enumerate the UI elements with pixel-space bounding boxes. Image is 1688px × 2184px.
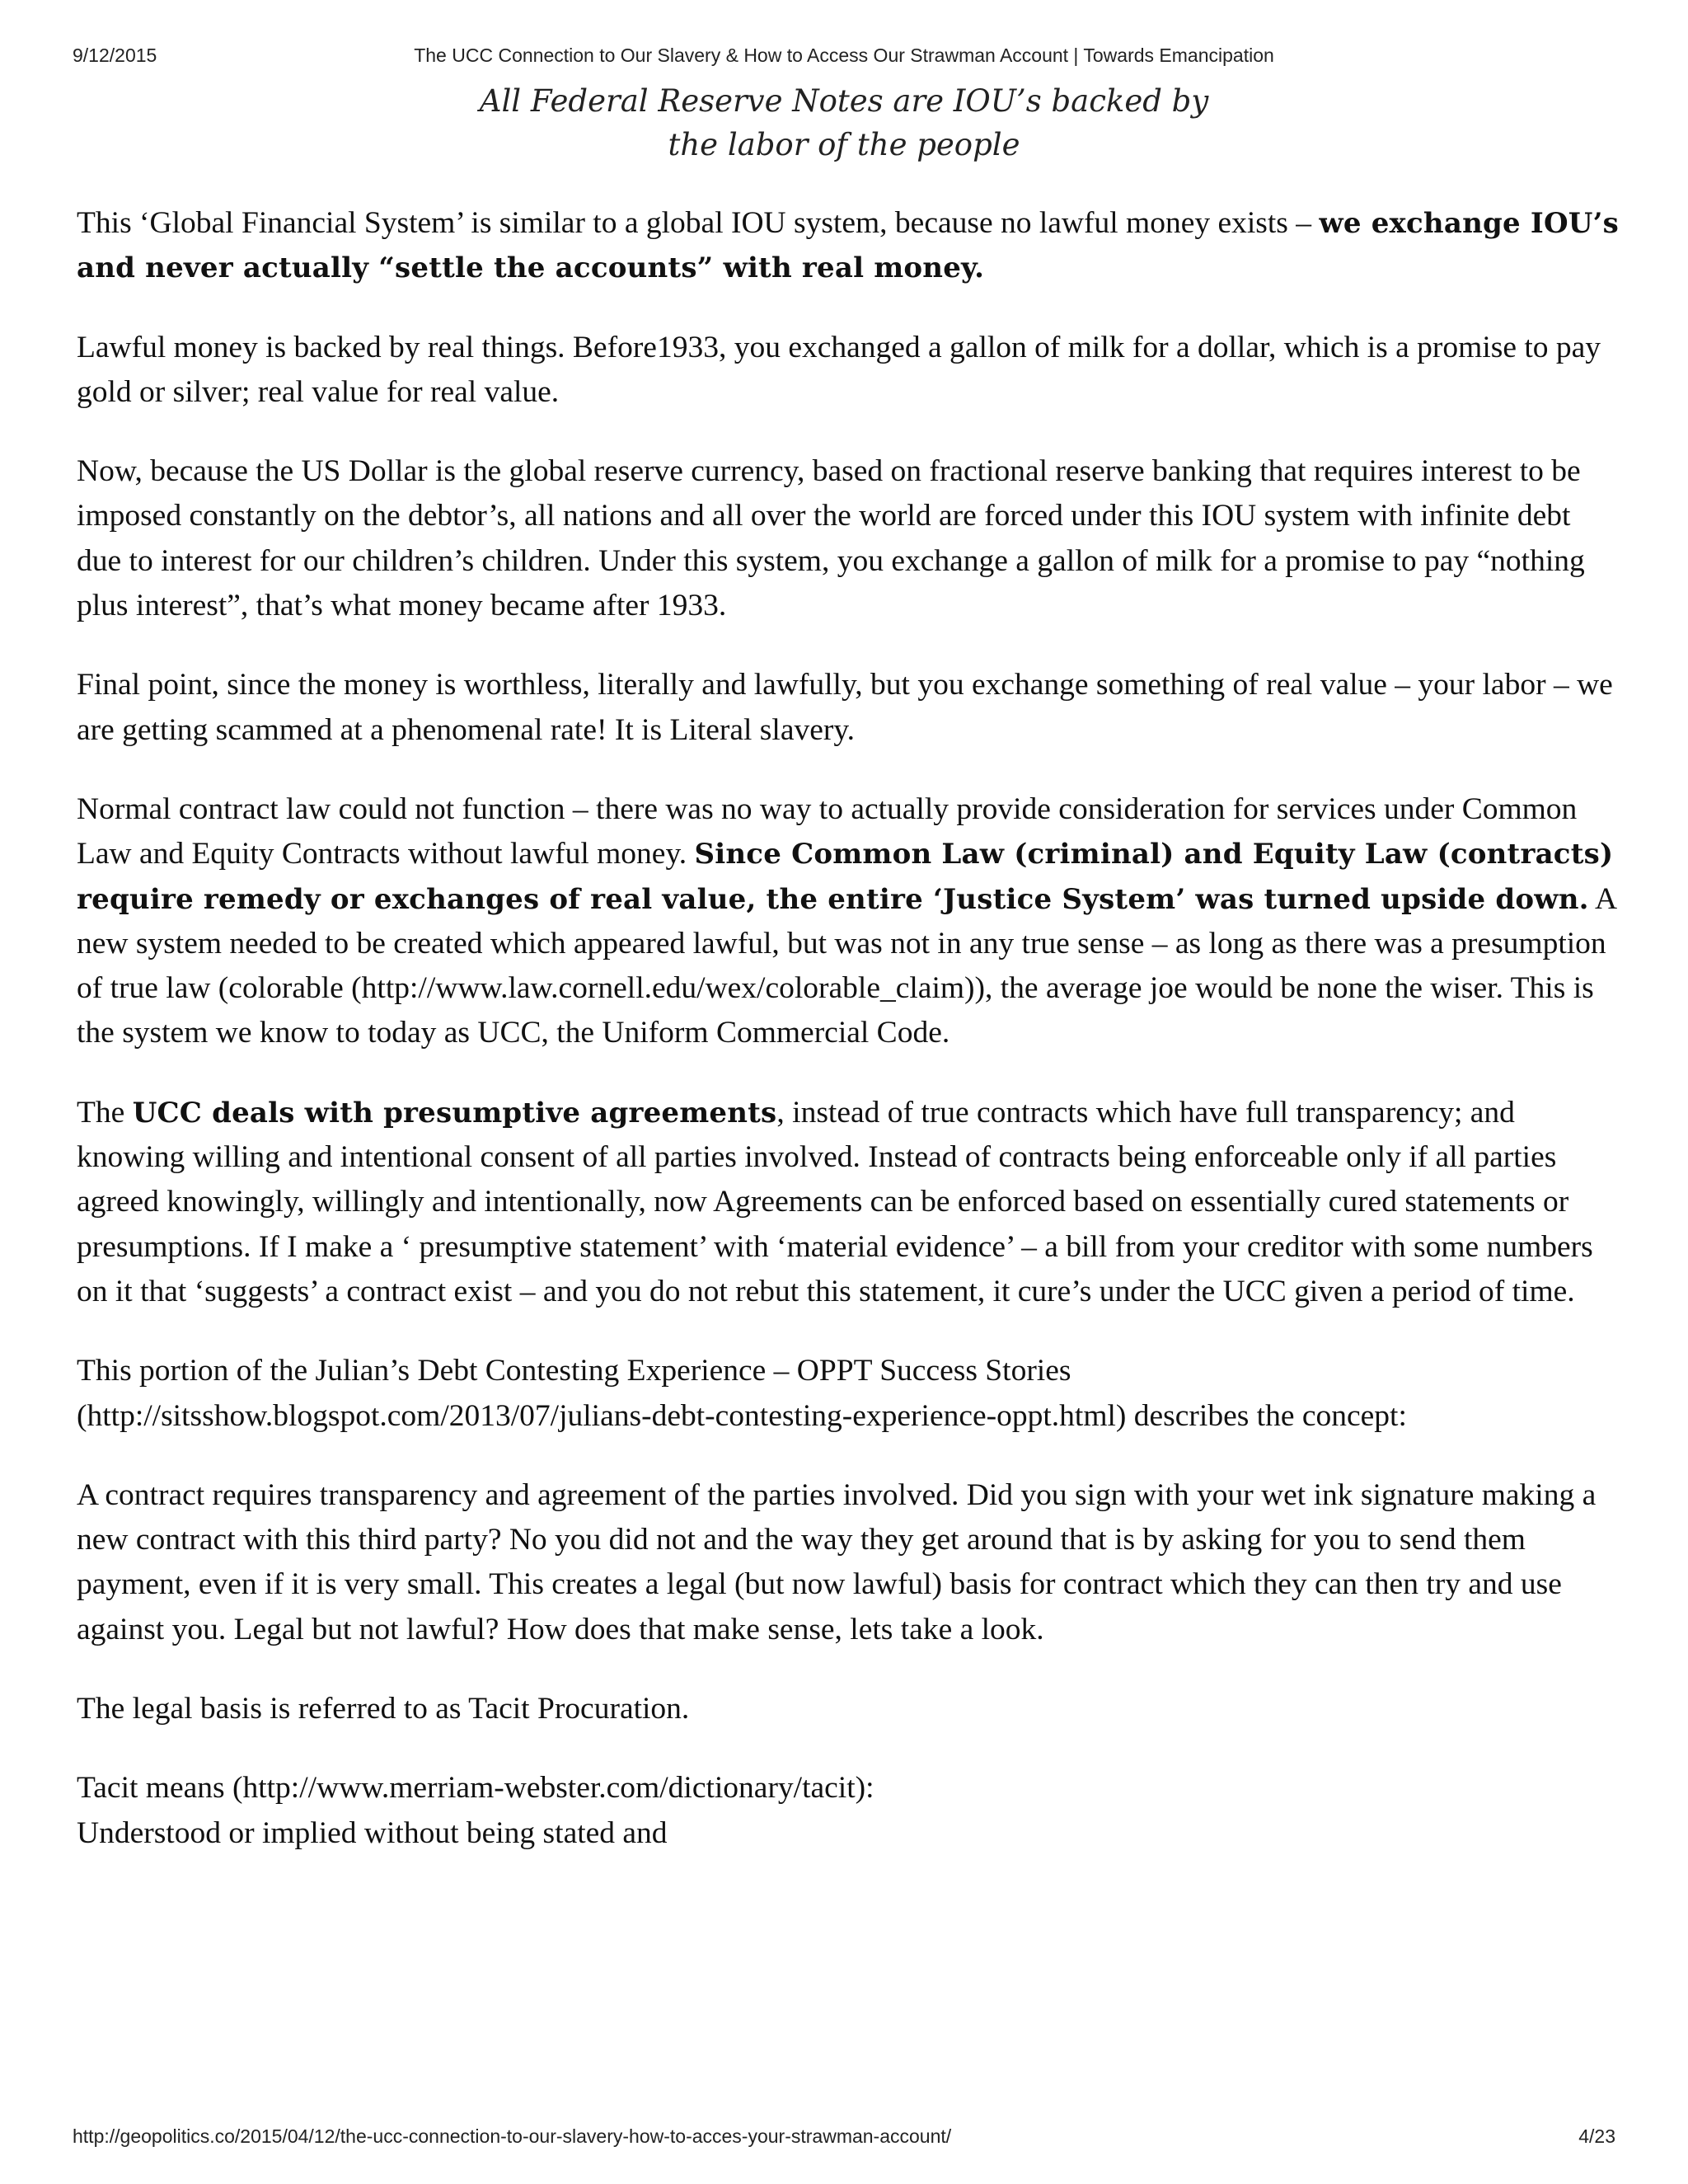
image-caption bbox=[0, 79, 1688, 167]
paragraph-1-bold: we exchange IOU’s and never actually “settle the accounts” with real money. bbox=[77, 207, 1619, 285]
caption-line-2: the labor of the people bbox=[668, 127, 1020, 162]
paragraph-6-text-1: The bbox=[77, 1095, 133, 1130]
paragraph-3: Now, because the US Dollar is the global reserve currency, based on fractional reserve banking that requires interest to be imposed constantly on the debtor’s, all nations and all over the world are forced under this IOU system with infinite debt due to interest for our children’s children. Under this system, you exchange a gallon of milk for a promise to pay “nothing plus interest”, that’s what money became after 1933. bbox=[77, 454, 1585, 623]
paragraph-1 bbox=[77, 201, 1620, 291]
header-title: The UCC Connection to Our Slavery & How to Access Our Strawman Account | Towards Emancipation bbox=[414, 45, 1274, 66]
paragraph-5-bold: Since Common Law (criminal) and Equity Law (contracts) require remedy or exchanges of real value, the entire ‘Justice System’ was turned upside down. bbox=[77, 838, 1614, 916]
paragraph-6-bold: UCC deals with presumptive agreements bbox=[132, 1096, 777, 1130]
paragraph-5-text-2: A new system needed to be created which appeared lawful, but was not in any true sense – as long as there was a presumption of true law (colorable (http://www.law.cornell.edu/wex/colorable_claim)), the average joe would be none the wiser. This is the system we know to today as UCC, the Uniform Commercial Code. bbox=[77, 881, 1615, 1050]
caption-line-1: All Federal Reserve Notes are IOU’s backed by bbox=[479, 83, 1209, 119]
paragraph-4: Final point, since the money is worthless, literally and lawfully, but you exchange something of real value – your labor – we are getting scammed at a phenomenal rate! It is Literal slavery. bbox=[77, 668, 1613, 747]
paragraph-10-line-2: Understood or implied without being stated and bbox=[77, 1815, 668, 1850]
paragraph-9: The legal basis is referred to as Tacit Procuration. bbox=[77, 1692, 690, 1726]
paragraph-5 bbox=[77, 787, 1620, 1056]
paragraph-6-text-2: , instead of true contracts which have full transparency; and knowing willing and intentional consent of all parties involved. Instead of contracts being enforceable only if all parties agreed knowingly, willingly and intentionally, now Agreements can be enforced based on essentially cured statements or presumptions. If I make a ‘ presumptive statement’ with ‘material evidence’ – a bill from your creditor with some numbers on it that ‘suggests’ a contract exist – and you do not rebut this statement, it cure’s under the UCC given a period of time. bbox=[77, 1095, 1593, 1308]
footer-url: http://geopolitics.co/2015/04/12/the-ucc-connection-to-our-slavery-how-to-acces-your-strawman-account/ bbox=[73, 2125, 952, 2147]
paragraph-1-text: This ‘Global Financial System’ is similar to a global IOU system, because no lawful money exists – bbox=[77, 206, 1320, 240]
paragraph-6 bbox=[77, 1091, 1620, 1314]
paragraph-7: This portion of the Julian’s Debt Contesting Experience – OPPT Success Stories (http://sitsshow.blogspot.com/2013/07/julians-debt-contesting-experience-oppt.html) describes the concept: bbox=[77, 1354, 1407, 1433]
paragraph-10-line-1: Tacit means (http://www.merriam-webster.com/dictionary/tacit): bbox=[77, 1771, 874, 1806]
paragraph-2: Lawful money is backed by real things. Before1933, you exchanged a gallon of milk for a dollar, which is a promise to pay gold or silver; real value for real value. bbox=[77, 330, 1601, 409]
footer-page-number: 4/23 bbox=[1578, 2125, 1615, 2147]
paragraph-10 bbox=[77, 1766, 1620, 1856]
header-date: 9/12/2015 bbox=[73, 45, 157, 66]
paragraph-8: A contract requires transparency and agreement of the parties involved. Did you sign with your wet ink signature making a new contract with this third party? No you did not and the way they get around that is by asking for you to send them payment, even if it is very small. This creates a legal (but now lawful) basis for contract which they can then try and use against you. Legal but not lawful? How does that make sense, lets take a look. bbox=[77, 1477, 1597, 1646]
article-body bbox=[77, 201, 1620, 1856]
paragraph-5-text-1: Normal contract law could not function – there was no way to actually provide consideration for services under Common Law and Equity Contracts without lawful money. bbox=[77, 791, 1578, 871]
